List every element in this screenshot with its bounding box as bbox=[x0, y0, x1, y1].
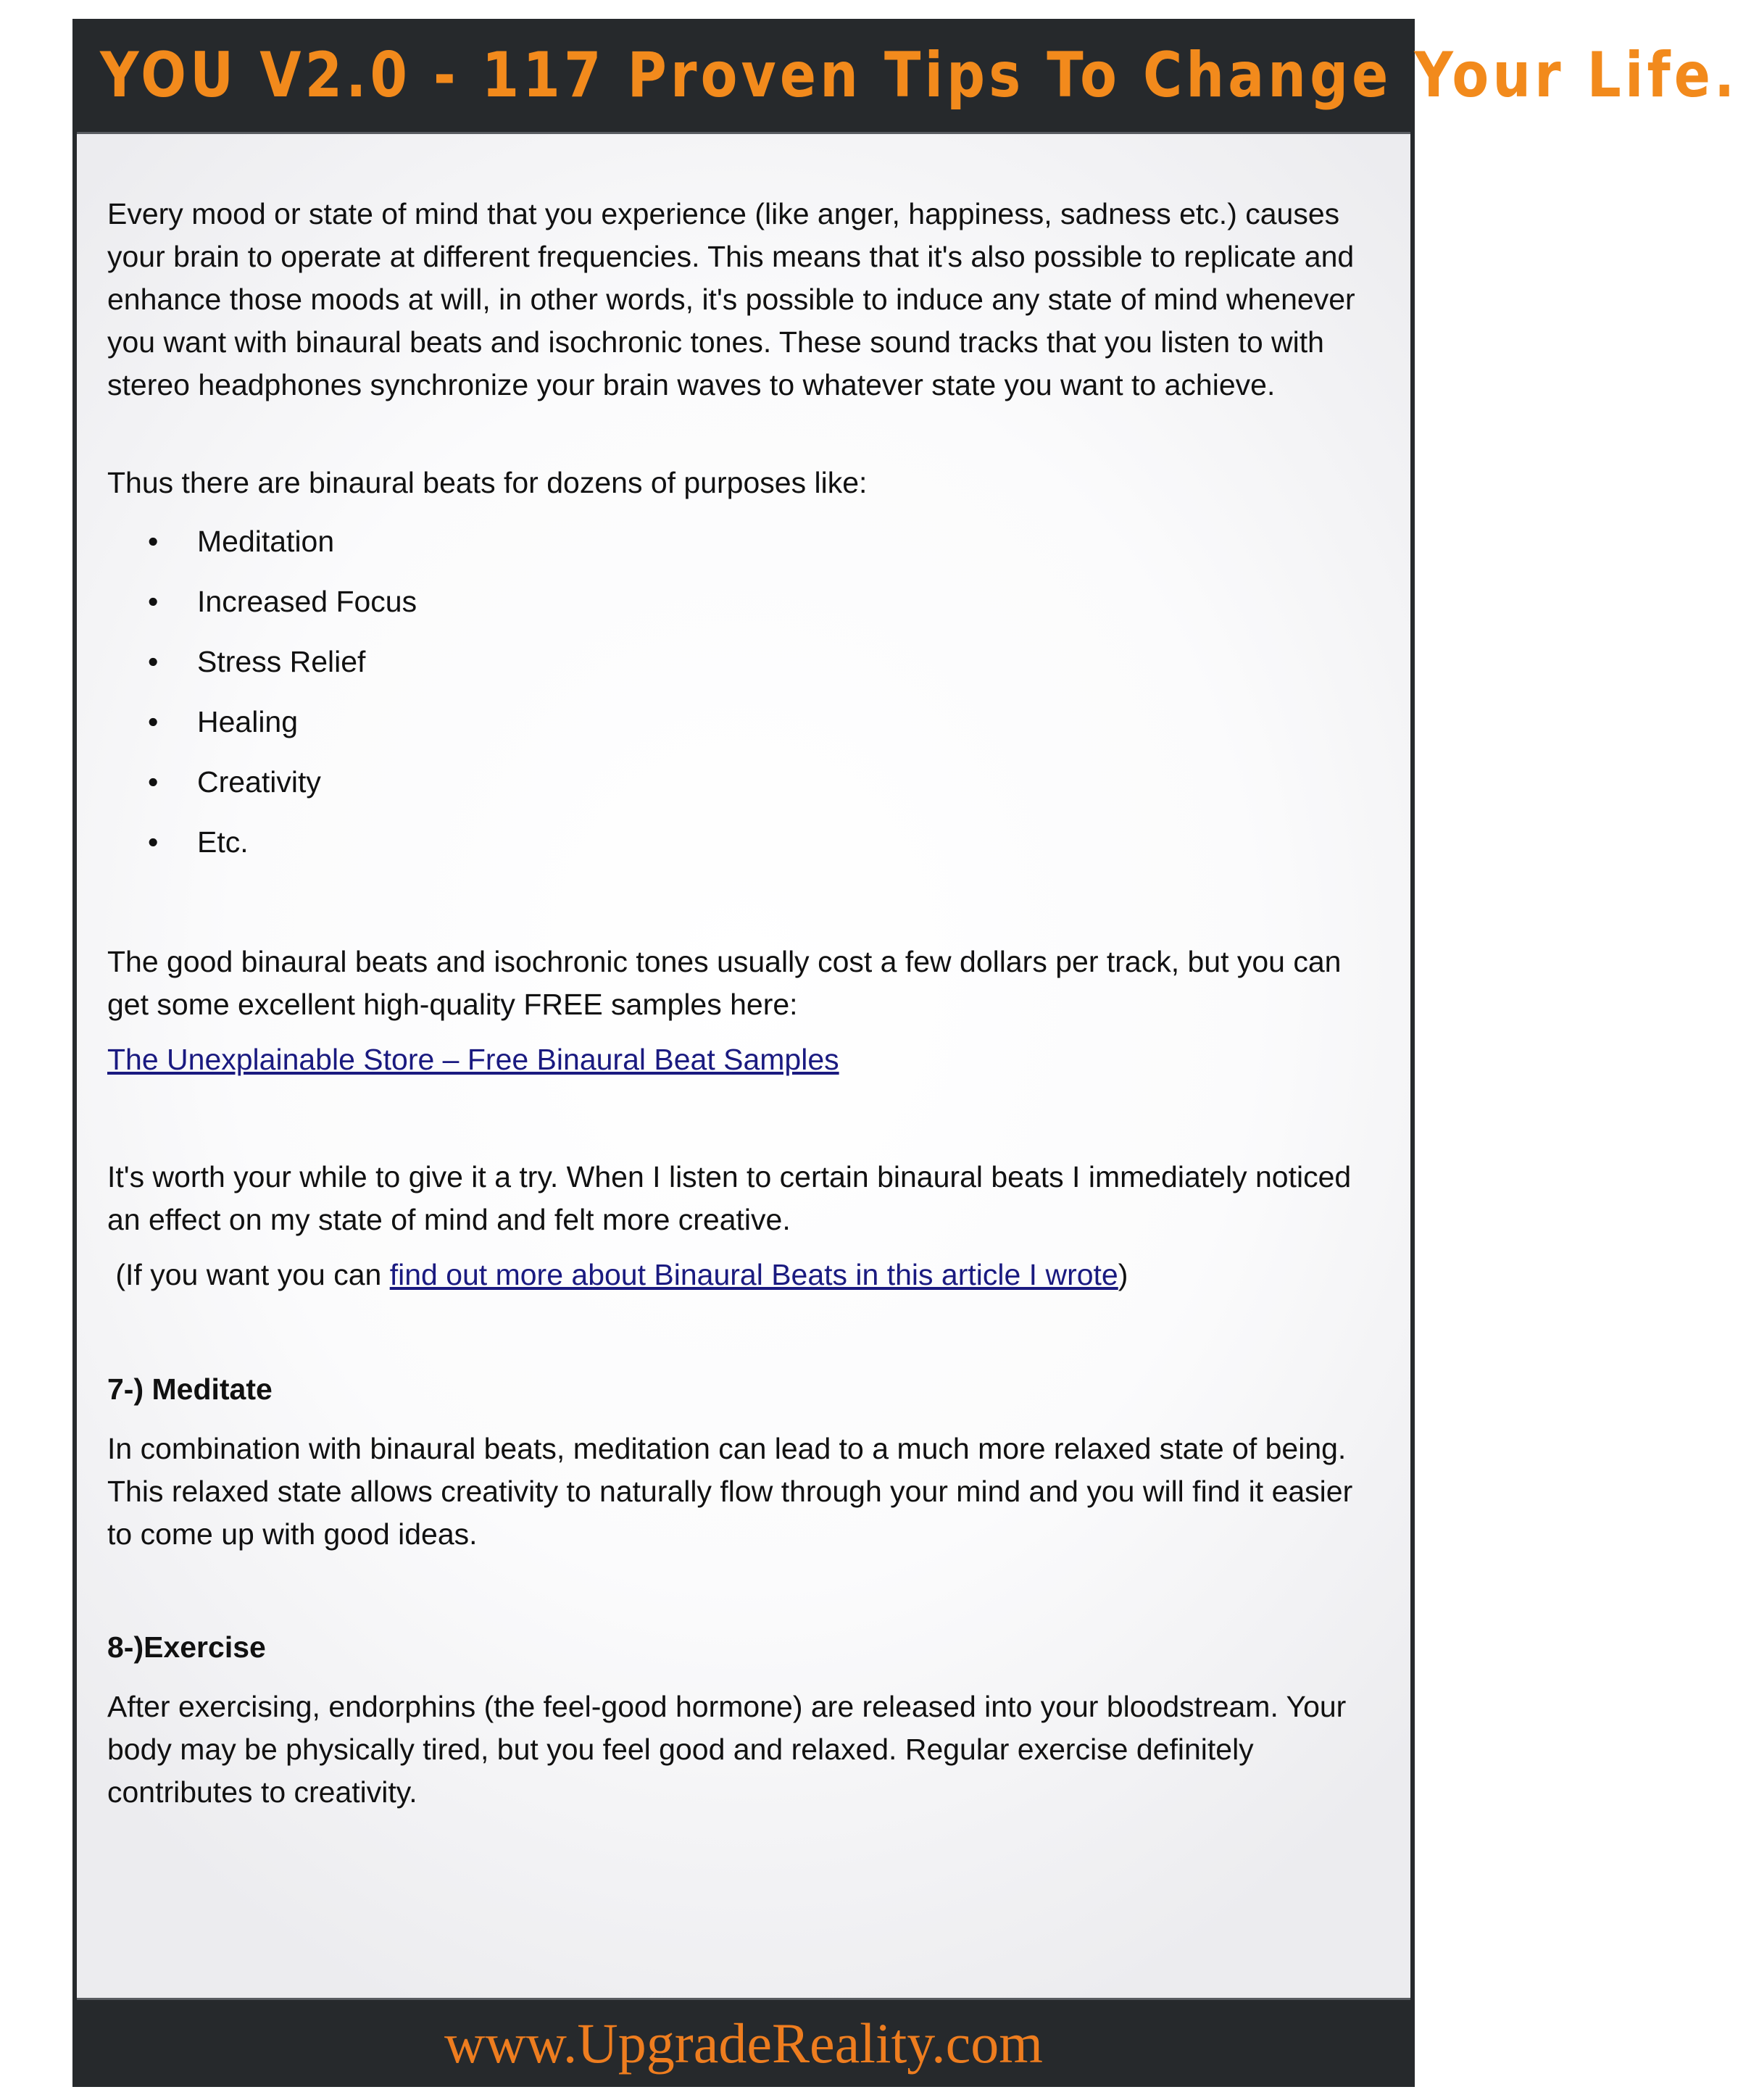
article-link[interactable]: find out more about Binaural Beats in this article I wrote bbox=[389, 1258, 1118, 1291]
list-item: • Increased Focus bbox=[107, 580, 977, 641]
heading-meditate: 7-) Meditate bbox=[107, 1372, 273, 1406]
paragraph-exercise: After exercising, endorphins (the feel-good hormone) are released into your bloodstream. Your body may be physically tired, but you feel good and relaxed. Regular exercise definitely contributes to creativity. bbox=[107, 1690, 1347, 1809]
article-suffix: ) bbox=[1118, 1258, 1128, 1291]
heading-exercise: 8-)Exercise bbox=[107, 1630, 266, 1664]
page-footer bbox=[72, 2000, 1415, 2087]
paragraph-purposes: Thus there are binaural beats for dozens of purposes like: bbox=[107, 466, 868, 499]
link-paragraph bbox=[107, 1038, 1383, 1081]
paragraph-article bbox=[107, 1254, 1383, 1296]
footer-website[interactable]: www.UpgradeReality.com bbox=[444, 2012, 1043, 2075]
list-item: • Stress Relief bbox=[107, 641, 977, 701]
article-prefix: (If you want you can bbox=[107, 1258, 390, 1291]
paragraph-try: It's worth your while to give it a try. When I listen to certain binaural beats I immediately noticed an effect on my state of mind and felt more creative. bbox=[107, 1160, 1352, 1236]
paragraph-meditate: In combination with binaural beats, meditation can lead to a much more relaxed state of being. This relaxed state allows creativity to naturally flow through your mind and you will find it easier to come up with good ideas. bbox=[107, 1432, 1353, 1551]
page-title: YOU V2.0 - 117 Proven Tips To Change Your Life. bbox=[100, 39, 1738, 112]
paragraph-cost: The good binaural beats and isochronic tones usually cost a few dollars per track, but you can get some excellent high-quality FREE samples here: bbox=[107, 945, 1342, 1021]
paragraph-intro: Every mood or state of mind that you experience (like anger, happiness, sadness etc.) causes your brain to operate at different frequencies. This means that it's also possible to replicate and enhance those moods at will, in other words, it's possible to induce any state of mind whenever you want with binaural beats and isochronic tones. These sound tracks that you listen to with stereo headphones synchronize your brain waves to whatever state you want to achieve. bbox=[107, 197, 1355, 401]
list-item: • Meditation bbox=[107, 520, 977, 580]
list-item: • Healing bbox=[107, 701, 977, 761]
page-header bbox=[72, 19, 1738, 132]
purpose-list bbox=[107, 520, 977, 881]
free-samples-link[interactable]: The Unexplainable Store – Free Binaural Beat Samples bbox=[107, 1043, 839, 1076]
list-item: • Etc. bbox=[107, 821, 977, 881]
list-item: • Creativity bbox=[107, 761, 977, 821]
